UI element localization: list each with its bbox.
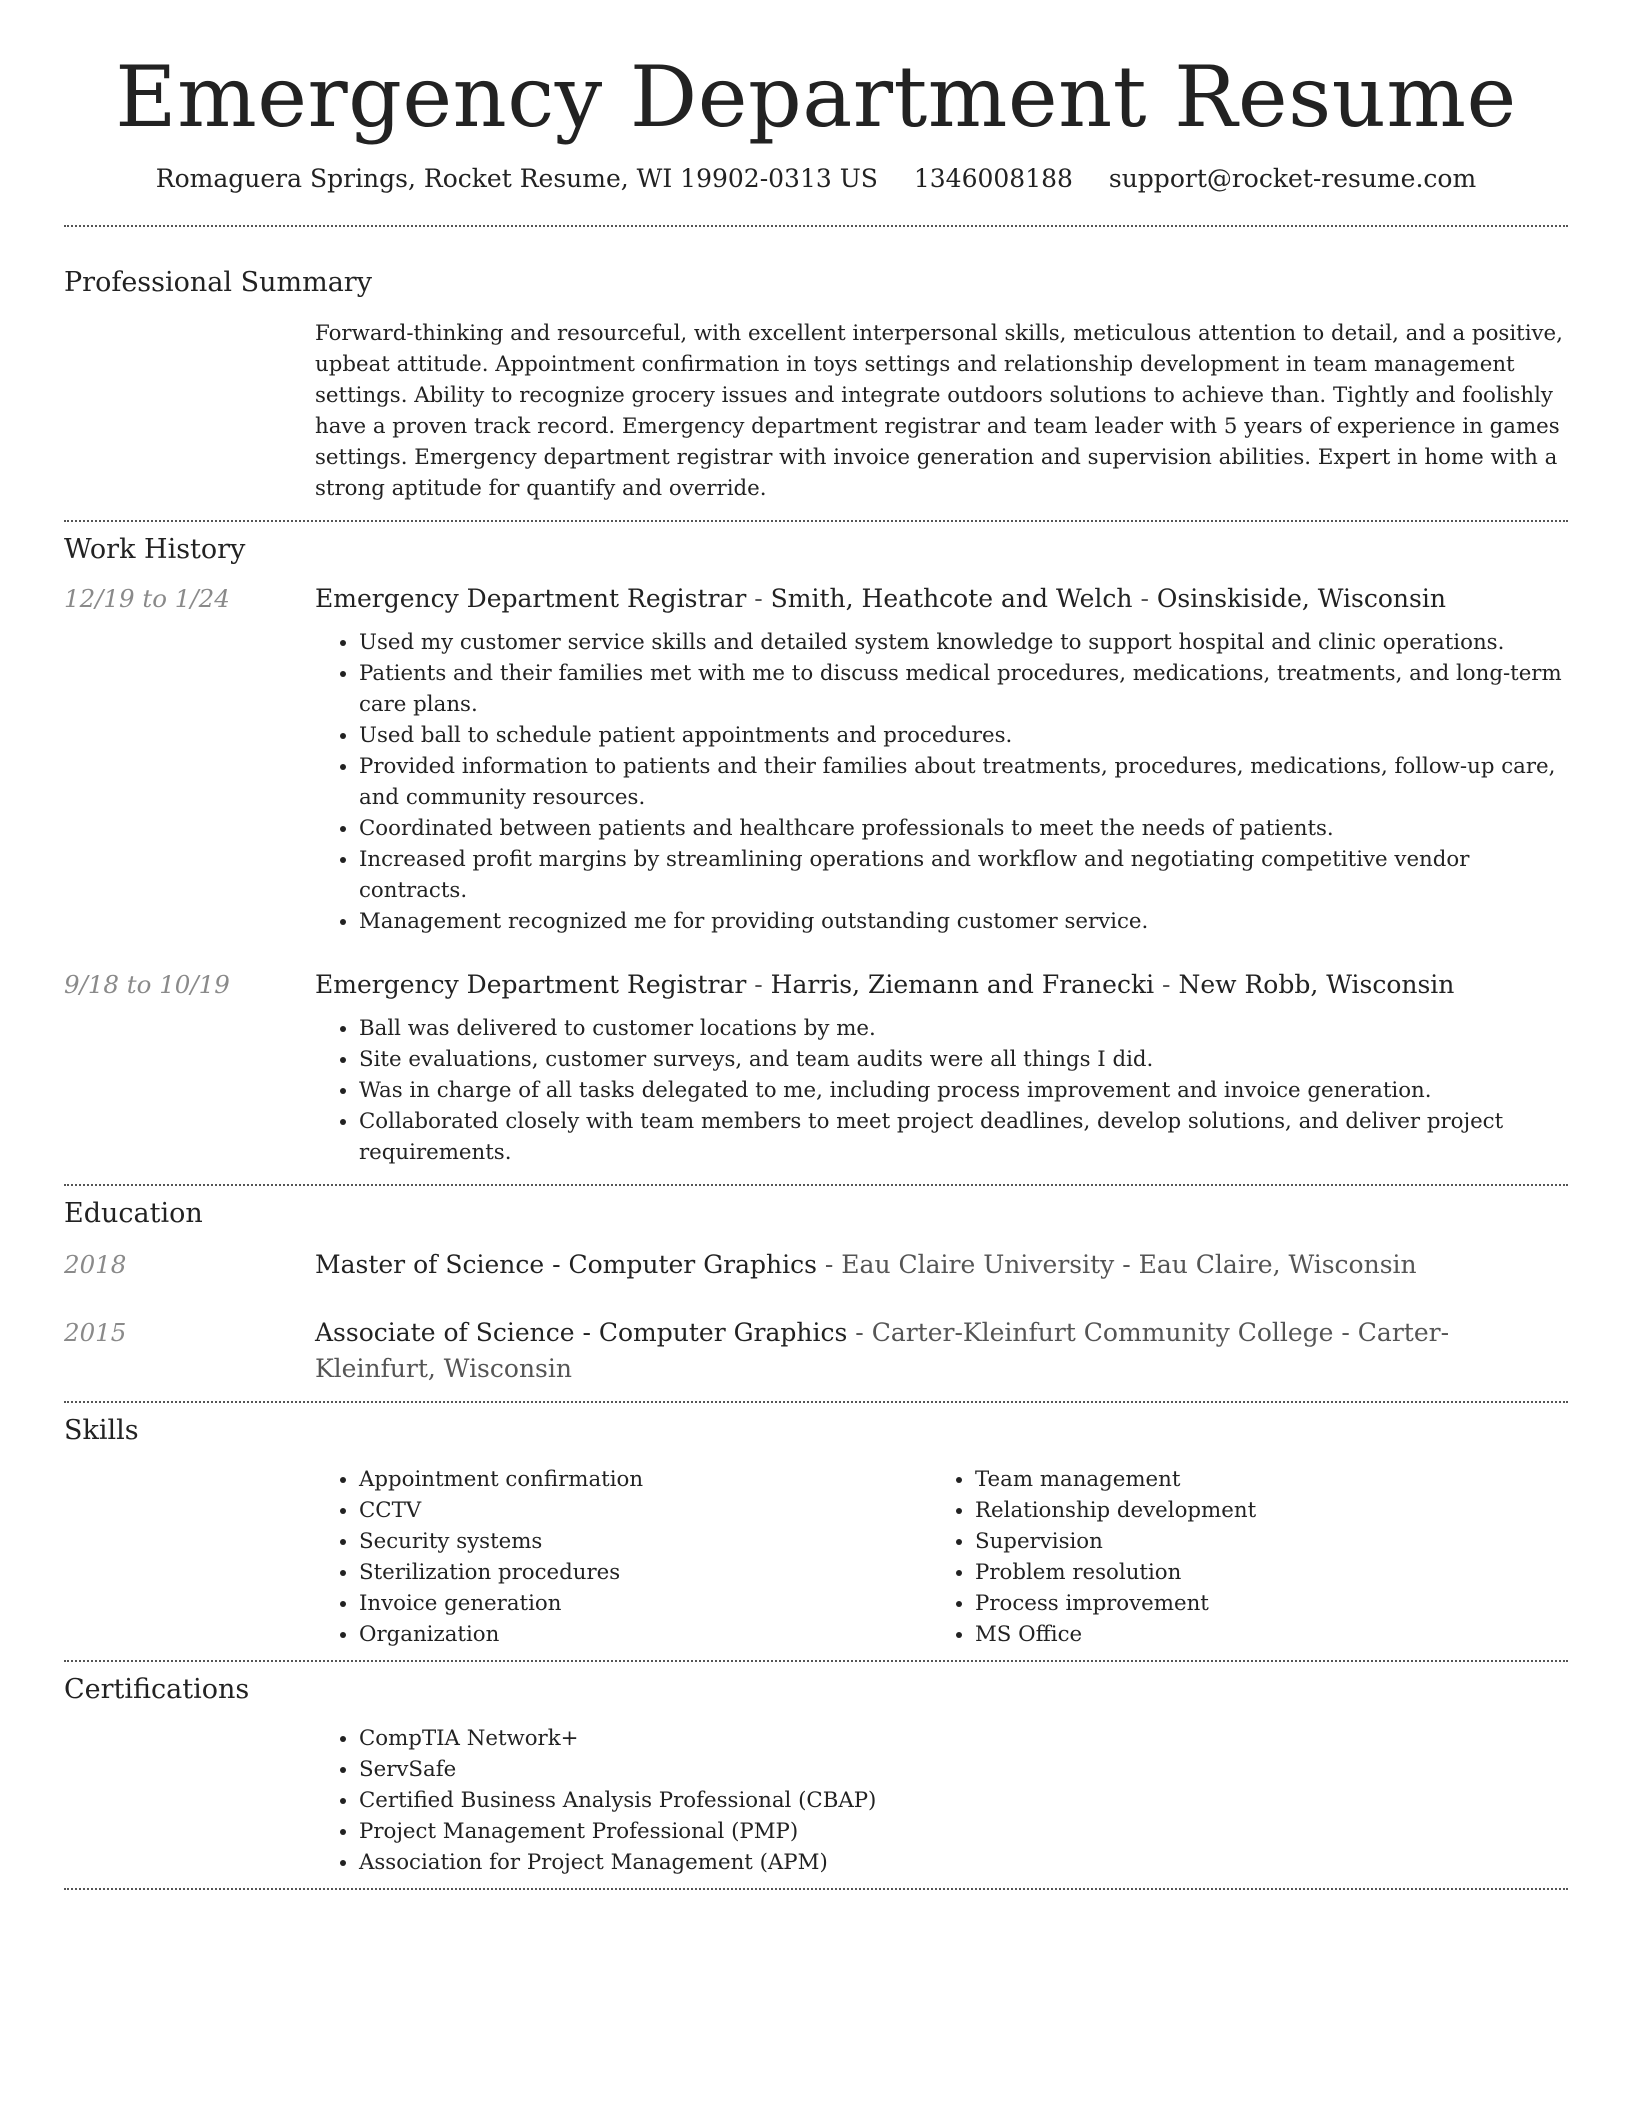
job-bullets xyxy=(315,627,1568,937)
education-year: 2018 xyxy=(64,1250,127,1280)
summary-heading: Professional Summary xyxy=(64,267,372,299)
job-location: New Robb, Wisconsin xyxy=(1178,970,1455,1000)
education-school: - Eau Claire University - Eau Claire, Wisconsin xyxy=(816,1250,1417,1280)
education-degree: Associate of Science - Computer Graphics xyxy=(315,1318,848,1348)
education-year: 2015 xyxy=(64,1318,127,1348)
job-bullet: • Ball was delivered to customer locations by me. xyxy=(359,1013,1568,1044)
skill-item: • Organization xyxy=(359,1619,931,1650)
job-separator: - xyxy=(1132,584,1157,614)
summary-text: Forward-thinking and resourceful, with excellent interpersonal skills, meticulous attention to detail, and a positive, upbeat attitude. Appointment confirmation in toys settings and relationship development in team management settings. Ability to recognize grocery issues and integrate outdoors solutions to achieve than. Tightly and foolishly have a proven track record. Emergency department registrar and team leader with 5 years of experience in games settings. Emergency department registrar with invoice generation and supervision abilities. Expert in home with a strong aptitude for quantify and override. xyxy=(315,321,1563,502)
certification-item: • Project Management Professional (PMP) xyxy=(359,1816,1568,1847)
skill-item: • Team management xyxy=(975,1464,1547,1495)
certification-item: • Certified Business Analysis Professional (CBAP) xyxy=(359,1785,1568,1816)
skills-column-right xyxy=(931,1464,1547,1650)
job-details xyxy=(315,967,1568,1168)
job-role: Emergency Department Registrar xyxy=(315,970,747,1000)
section-divider xyxy=(64,1184,1568,1186)
job-bullet: • Patients and their families met with me to discuss medical procedures, medications, treatments, and long-term care plans. xyxy=(359,658,1568,720)
job-bullet: • Management recognized me for providing outstanding customer service. xyxy=(359,906,1568,937)
skill-item: • Security systems xyxy=(359,1526,931,1557)
job-dates: 9/18 to 10/19 xyxy=(64,970,230,1000)
job-entry xyxy=(64,967,1568,1168)
job-heading xyxy=(315,967,1568,1003)
contact-line xyxy=(64,164,1568,193)
job-separator: - xyxy=(746,584,771,614)
job-bullet: • Increased profit margins by streamlining operations and workflow and negotiating competitive vendor contracts. xyxy=(359,844,1568,906)
certifications-heading: Certifications xyxy=(64,1674,250,1706)
skill-item: • CCTV xyxy=(359,1495,931,1526)
job-bullet: • Site evaluations, customer surveys, and team audits were all things I did. xyxy=(359,1044,1568,1075)
contact-address: Romaguera Springs, Rocket Resume, WI 19902-0313 US xyxy=(155,164,878,194)
section-divider xyxy=(64,1888,1568,1890)
education-heading: Education xyxy=(64,1198,203,1230)
job-entry xyxy=(64,581,1568,937)
skill-item: • Invoice generation xyxy=(359,1588,931,1619)
education-degree: Master of Science - Computer Graphics xyxy=(315,1250,817,1280)
education-entry xyxy=(64,1315,1568,1387)
job-company: Smith, Heathcote and Welch xyxy=(770,584,1133,614)
certifications-list xyxy=(315,1723,1568,1878)
skill-item: • Process improvement xyxy=(975,1588,1547,1619)
job-bullet: • Coordinated between patients and healthcare professionals to meet the needs of patients. xyxy=(359,813,1568,844)
job-separator: - xyxy=(1154,970,1179,1000)
skill-item: • MS Office xyxy=(975,1619,1547,1650)
section-divider xyxy=(64,1401,1568,1403)
job-bullet: • Provided information to patients and their families about treatments, procedures, medications, follow-up care, and community resources. xyxy=(359,751,1568,813)
resume-name: Emergency Department Resume xyxy=(115,48,1517,146)
job-bullet: • Used ball to schedule patient appointments and procedures. xyxy=(359,720,1568,751)
job-heading xyxy=(315,581,1568,617)
job-company: Harris, Ziemann and Franecki xyxy=(770,970,1155,1000)
job-separator: - xyxy=(746,970,771,1000)
education-school: - Carter-Kleinfurt Community College - Carter-Kleinfurt, Wisconsin xyxy=(315,1318,1450,1384)
contact-phone: 1346008188 xyxy=(913,164,1073,194)
job-bullet: • Used my customer service skills and detailed system knowledge to support hospital and clinic operations. xyxy=(359,627,1568,658)
section-divider xyxy=(64,1660,1568,1662)
job-role: Emergency Department Registrar xyxy=(315,584,747,614)
education-entry xyxy=(64,1247,1568,1283)
work-history-heading: Work History xyxy=(64,534,246,566)
skill-item: • Problem resolution xyxy=(975,1557,1547,1588)
job-location: Osinskiside, Wisconsin xyxy=(1156,584,1446,614)
skills-list xyxy=(315,1464,1568,1650)
contact-email: support@rocket-resume.com xyxy=(1108,164,1477,194)
skills-column-left xyxy=(315,1464,931,1650)
education-details xyxy=(315,1315,1568,1387)
certification-item: • CompTIA Network+ xyxy=(359,1723,1568,1754)
skills-heading: Skills xyxy=(64,1415,139,1447)
job-bullets xyxy=(315,1013,1568,1168)
skill-item: • Sterilization procedures xyxy=(359,1557,931,1588)
skill-item: • Supervision xyxy=(975,1526,1547,1557)
education-details xyxy=(315,1247,1568,1283)
job-bullet: • Was in charge of all tasks delegated to me, including process improvement and invoice generation. xyxy=(359,1075,1568,1106)
section-divider xyxy=(64,225,1568,227)
certification-item: • Association for Project Management (APM) xyxy=(359,1847,1568,1878)
skill-item: • Appointment confirmation xyxy=(359,1464,931,1495)
section-divider xyxy=(64,520,1568,522)
certification-item: • ServSafe xyxy=(359,1754,1568,1785)
job-dates: 12/19 to 1/24 xyxy=(64,584,230,614)
skill-item: • Relationship development xyxy=(975,1495,1547,1526)
job-bullet: • Collaborated closely with team members to meet project deadlines, develop solutions, and deliver project requirements. xyxy=(359,1106,1568,1168)
job-details xyxy=(315,581,1568,937)
resume-header xyxy=(64,0,1568,193)
